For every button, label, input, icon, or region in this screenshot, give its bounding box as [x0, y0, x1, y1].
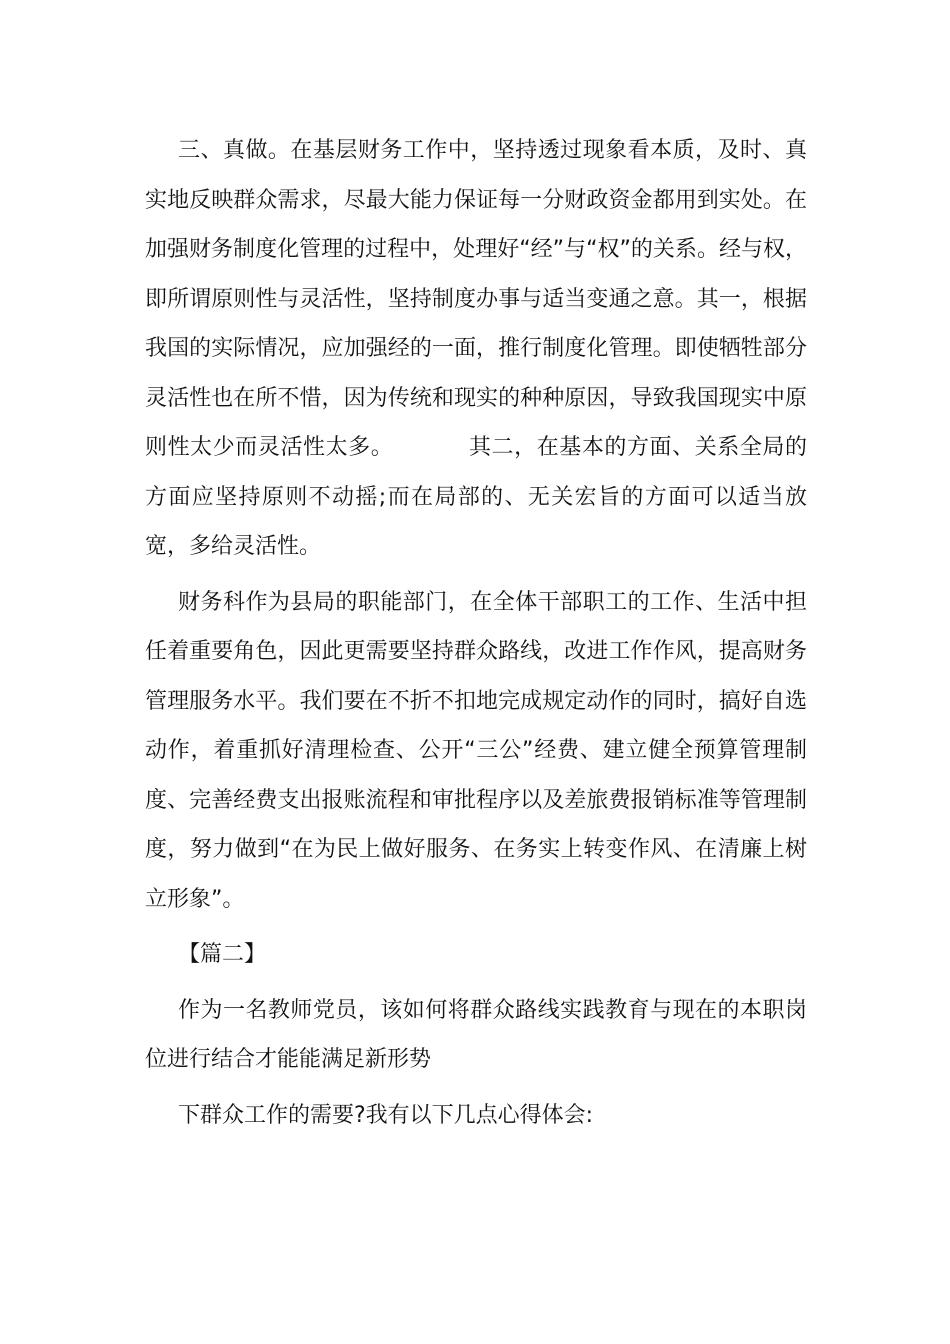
- section-heading-pian-er: 【篇二】: [178, 942, 267, 967]
- document-body: [145, 126, 807, 1140]
- paragraph-experience-intro: 下群众工作的需要?我有以下几点心得体会:: [178, 1102, 594, 1128]
- paragraph-teacher-question: 作为一名教师党员，该如何将群众路线实践教育与现在的本职岗位进行结合才能能满足新形势: [145, 997, 807, 1072]
- paragraph-caiwuke: 财务科作为县局的职能部门，在全体干部职工的工作、生活中担任着重要角色，因此更需要坚持群众路线，改进工作作风，提高财务管理服务水平。我们要在不折不扣地完成规定动作的同时，搞好自选动作，着重抓好清理检查、公开“三公”经费、建立健全预算管理制度、完善经费支出报账流程和审批程序以及差旅费报销标准等管理制度，努力做到“在为民上做好服务、在务实上转变作风、在清廉上树立形象”。: [145, 589, 807, 912]
- paragraph-zhenzuo: 三、真做。在基层财务工作中，坚持透过现象看本质，及时、真实地反映群众需求，尽最大能力保证每一分财政资金都用到实处。在加强财务制度化管理的过程中，处理好“经”与“权”的关系。经与权，即所谓原则性与灵活性，坚持制度办事与适当变通之意。其一，根据我国的实际情况，应加强经的一面，推行制度化管理。即使牺牲部分灵活性也在所不惜，因为传统和现实的种种原因，导致我国现实中原则性太少而灵活性太多。 其二，在基本的方面、关系全局的方面应坚持原则不动摇;而在局部的、无关宏旨的方面可以适当放宽，多给灵活性。: [145, 138, 807, 559]
